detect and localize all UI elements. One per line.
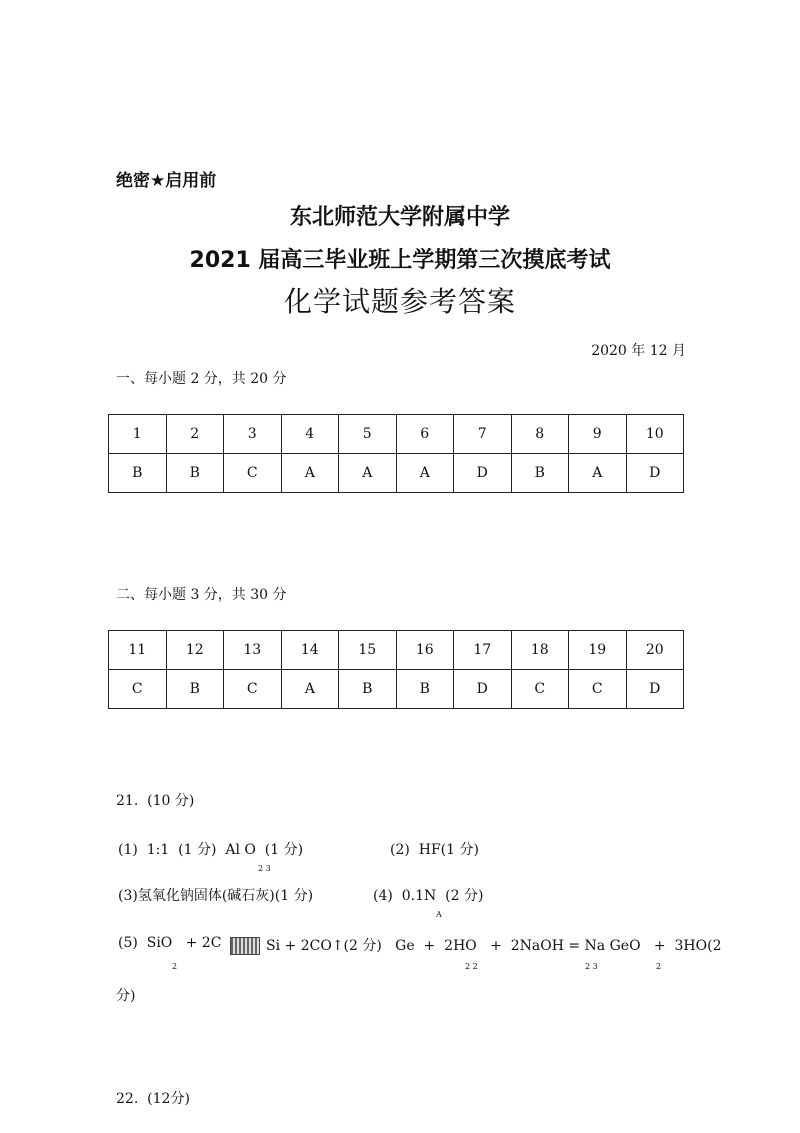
question-number: 15	[339, 631, 397, 670]
answer-cell: D	[454, 454, 512, 493]
reaction-condition-icon	[230, 937, 260, 955]
question-number: 12	[166, 631, 224, 670]
question-number: 18	[511, 631, 569, 670]
question-number: 19	[569, 631, 627, 670]
subscript: 2	[656, 962, 662, 971]
q21-heading: 21. (10 分)	[116, 793, 195, 809]
answer-cell: A	[569, 454, 627, 493]
question-number: 16	[396, 631, 454, 670]
answer-cell: B	[166, 454, 224, 493]
answer-cell: D	[454, 670, 512, 709]
question-number: 14	[281, 631, 339, 670]
question-number: 1	[109, 415, 167, 454]
subscript: 2 2	[465, 962, 478, 971]
question-number: 13	[224, 631, 282, 670]
section2-title: 二、每小题 3 分，共 30 分	[116, 587, 287, 603]
table-row-answers	[109, 454, 684, 493]
question-number: 8	[511, 415, 569, 454]
section2-answer-table	[108, 630, 684, 709]
answer-cell: C	[569, 670, 627, 709]
exam-title: 2021 届高三毕业班上学期第三次摸底考试	[189, 248, 611, 273]
subscript: 2 3	[585, 962, 598, 971]
answer-cell: A	[339, 454, 397, 493]
q21-part4: (4) 0.1N (2 分)	[373, 888, 484, 904]
answer-cell: A	[281, 454, 339, 493]
confidential-label: 绝密★启用前	[116, 171, 217, 191]
question-number: 7	[454, 415, 512, 454]
table-row-numbers	[109, 631, 684, 670]
answer-cell: A	[281, 670, 339, 709]
section1-title: 一、每小题 2 分，共 20 分	[116, 371, 287, 387]
q21-part5-left: (5) SiO + 2C	[118, 935, 222, 951]
q21-part2: (2) HF(1 分)	[390, 842, 479, 858]
answer-cell: D	[626, 670, 684, 709]
q22-heading: 22. (12分)	[116, 1091, 190, 1107]
question-number: 5	[339, 415, 397, 454]
answer-cell: D	[626, 454, 684, 493]
table-row-numbers	[109, 415, 684, 454]
q21-part5-continued: 分)	[116, 988, 136, 1004]
question-number: 10	[626, 415, 684, 454]
section1-answer-table	[108, 414, 684, 493]
question-number: 2	[166, 415, 224, 454]
answer-cell: C	[224, 454, 282, 493]
subscript: 2	[172, 962, 178, 971]
exam-date: 2020 年 12 月	[591, 343, 686, 359]
q21-part3: (3)氢氧化钠固体(碱石灰)(1 分)	[118, 888, 314, 904]
answer-cell: C	[109, 670, 167, 709]
answer-cell: B	[109, 454, 167, 493]
answer-cell: A	[396, 454, 454, 493]
question-number: 17	[454, 631, 512, 670]
question-number: 6	[396, 415, 454, 454]
document-title: 化学试题参考答案	[283, 285, 516, 318]
answer-cell: B	[511, 454, 569, 493]
q21-part1: (1) 1:1 (1 分) Al O (1 分)	[118, 842, 304, 858]
question-number: 11	[109, 631, 167, 670]
school-name: 东北师范大学附属中学	[289, 205, 510, 230]
answer-cell: B	[166, 670, 224, 709]
answer-cell: B	[339, 670, 397, 709]
question-number: 9	[569, 415, 627, 454]
answer-cell: B	[396, 670, 454, 709]
q21-part1-subscript: 2 3	[258, 864, 271, 873]
q21-part5-right: Si + 2CO↑(2 分) Ge + 2HO + 2NaOH = Na GeO + 3HO(2	[266, 938, 722, 954]
question-number: 3	[224, 415, 282, 454]
answer-cell: C	[511, 670, 569, 709]
question-number: 4	[281, 415, 339, 454]
answer-cell: C	[224, 670, 282, 709]
q21-part4-subscript: A	[436, 910, 442, 919]
question-number: 20	[626, 631, 684, 670]
table-row-answers	[109, 670, 684, 709]
